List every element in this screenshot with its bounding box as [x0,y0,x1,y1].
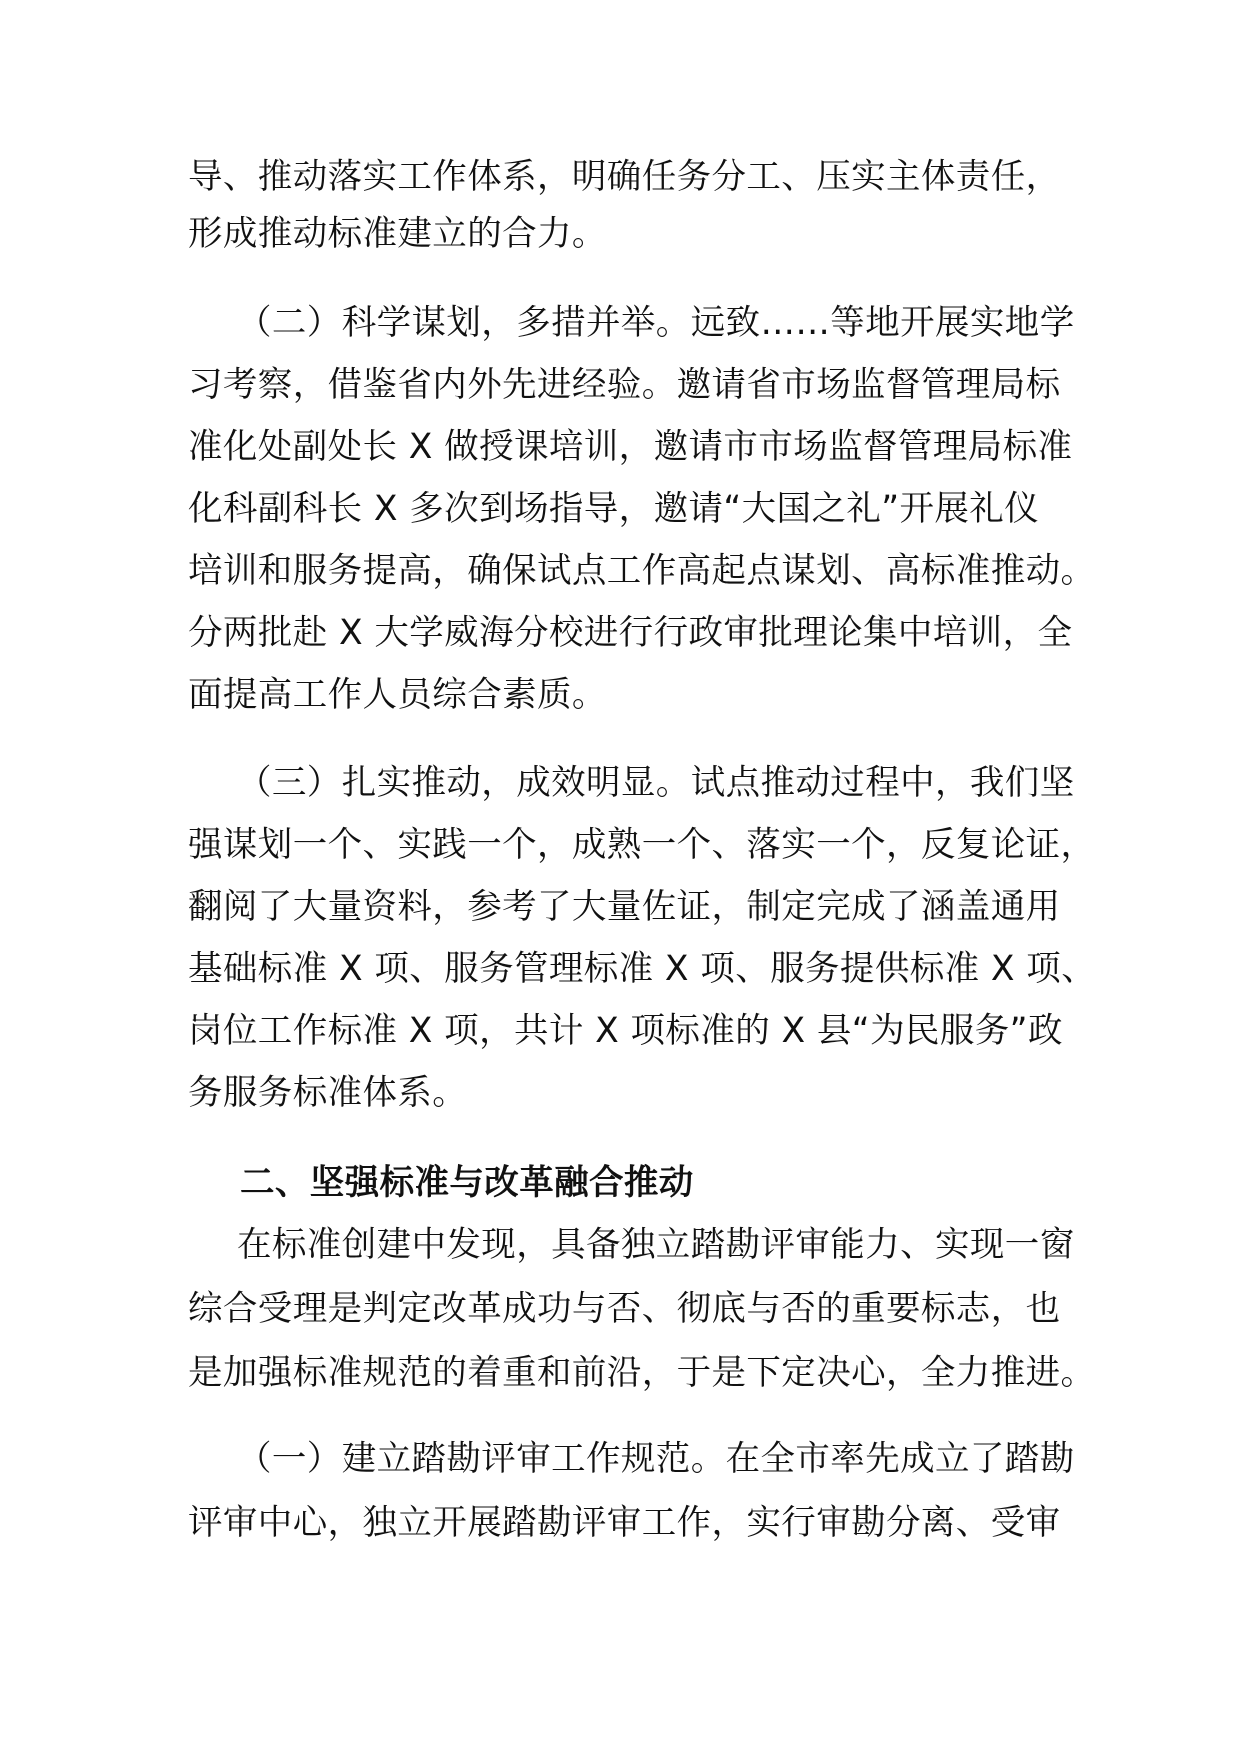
text-line: 导、推动落实工作体系，明确任务分工、压实主体责任， [188,157,1061,197]
text-line: 面提高工作人员综合素质。 [188,675,607,715]
text-line: 是加强标准规范的着重和前沿，于是下定决心，全力推进。 [188,1353,1096,1393]
paragraph-heading-line: （二）科学谋划，多措并举。远致……等地开展实地学 [237,303,1075,343]
text-line: 分两批赴 X 大学威海分校进行行政审批理论集中培训，全 [188,613,1073,653]
paragraph-heading-line: （三）扎实推动，成效明显。试点推动过程中，我们坚 [237,763,1075,803]
text-line: 翻阅了大量资料，参考了大量佐证，制定完成了涵盖通用 [188,887,1061,927]
text-line: 评审中心，独立开展踏勘评审工作，实行审勘分离、受审 [188,1503,1061,1543]
text-line: 务服务标准体系。 [188,1073,468,1113]
text-line: 习考察，借鉴省内外先进经验。邀请省市场监督管理局标 [188,365,1061,405]
text-line: 岗位工作标准 X 项，共计 X 项标准的 X 县“为民服务”政 [188,1011,1063,1051]
text-line: 培训和服务提高，确保试点工作高起点谋划、高标准推动。 [188,551,1096,591]
section-heading: 二、坚强标准与改革融合推动 [240,1163,694,1203]
text-line: 在标准创建中发现，具备独立踏勘评审能力、实现一窗 [237,1225,1075,1265]
text-line: 准化处副处长 X 做授课培训，邀请市市场监督管理局标准 [188,427,1073,467]
paragraph-heading-line: （一）建立踏勘评审工作规范。在全市率先成立了踏勘 [237,1439,1075,1479]
text-line: 综合受理是判定改革成功与否、彻底与否的重要标志，也 [188,1289,1061,1329]
text-line: 形成推动标准建立的合力。 [188,214,607,254]
text-line: 化科副科长 X 多次到场指导，邀请“大国之礼”开展礼仪 [188,489,1040,529]
text-line: 强谋划一个、实践一个，成熟一个、落实一个，反复论证， [188,825,1096,865]
text-line: 基础标准 X 项、服务管理标准 X 项、服务提供标准 X 项、 [188,949,1097,989]
